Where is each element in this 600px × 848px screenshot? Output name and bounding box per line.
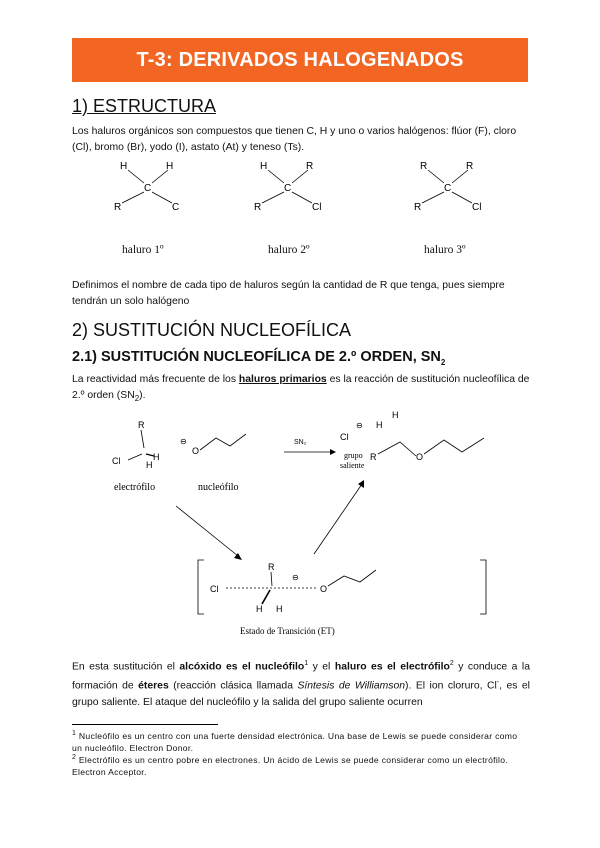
footnote-ref-1[interactable]: 1 <box>304 660 309 667</box>
footnote-2 <box>72 752 530 778</box>
ts-Cl: Cl <box>210 584 219 594</box>
ether-product <box>370 410 484 462</box>
product-H-2: H <box>392 410 399 420</box>
section-2-1-heading-text: 2.1) SUSTITUCIÓN NUCLEOFÍLICA DE 2.º ORDEN, SN <box>72 349 441 365</box>
footnote-separator <box>72 724 218 725</box>
section-1-heading: 1) ESTRUCTURA <box>72 96 217 116</box>
section-2-heading: 2) SUSTITUCIÓN NUCLEOFÍLICA <box>72 320 352 340</box>
atom-center: C <box>284 183 292 194</box>
para-text-4: (reacción clásica llamada <box>168 680 298 692</box>
reactivity-text-1: La reactividad más frecuente de los <box>72 374 239 385</box>
footnote-1-number: 1 <box>72 730 77 737</box>
product-O: O <box>416 452 424 462</box>
section-2-1-heading-sub: 2 <box>440 357 446 367</box>
reactivity-paragraph <box>72 372 530 407</box>
atom-top-right: R <box>306 161 314 172</box>
atom-H: H <box>153 452 160 462</box>
nucleophile-label: nucleófilo <box>198 482 239 493</box>
atom-bottom-left: R <box>254 202 262 213</box>
para-text-3: y conduce a la formación de <box>72 661 530 692</box>
molecule-primary <box>114 161 179 213</box>
para-italic-williamson: Síntesis de Williamson <box>297 680 406 692</box>
leaving-atom-Cl: Cl <box>340 432 349 442</box>
product-H: H <box>376 420 383 430</box>
ts-R: R <box>268 562 275 572</box>
caption-primary: haluro 1º <box>122 244 164 256</box>
caption-tertiary: haluro 3º <box>424 244 466 256</box>
atom-top-right: R <box>466 161 474 172</box>
sn2-reaction-scheme <box>100 410 520 640</box>
atom-Cl: Cl <box>112 456 121 466</box>
atom-top-left: H <box>260 161 268 172</box>
para-text-2: y el <box>308 661 335 673</box>
para-bold-nucleophile: alcóxido es el nucleófilo <box>179 661 305 673</box>
ts-H: H <box>256 604 263 614</box>
reactivity-text-3: ). <box>139 390 146 401</box>
atom-O: O <box>192 446 200 456</box>
section-1-definition: Definimos el nombre de cada tipo de haluros según la cantidad de R que tenga, pues siempre tendrán un solo halógeno <box>72 280 505 307</box>
footnote-1 <box>72 728 530 754</box>
mechanism-paragraph <box>72 656 530 711</box>
atom-bottom-left: R <box>114 202 122 213</box>
para-bold-electrophile: haluro es el electrófilo <box>334 661 450 673</box>
reactivity-sub: 2 <box>134 394 140 404</box>
product-R: R <box>370 452 377 462</box>
atom-bottom-right: Cl <box>312 202 322 213</box>
para-sup-minus: - <box>496 679 500 687</box>
reaction-arrow-label: SN₂ <box>294 439 307 446</box>
leaving-group-label-1: grupo <box>344 451 363 460</box>
nucleophile <box>180 434 246 456</box>
transition-state-label: Estado de Transición (ET) <box>240 626 335 636</box>
ts-O: O <box>320 584 328 594</box>
page-title-banner <box>72 38 528 82</box>
atom-top-right: H <box>166 161 174 172</box>
caption-secondary: haluro 2º <box>268 244 310 256</box>
atom-center: C <box>444 183 452 194</box>
atom-H-2: H <box>146 460 153 470</box>
electrophile-label: electrófilo <box>114 482 156 493</box>
leaving-minus: ⊖ <box>356 421 363 430</box>
atom-center: C <box>144 183 152 194</box>
molecule-secondary <box>254 161 321 213</box>
atom-bottom-right: C <box>172 202 180 213</box>
leaving-group-label-2: saliente <box>340 461 365 470</box>
footnote-2-text: Electrófilo es un centro pobre en electrones. Un ácido de Lewis se puede considerar como un electrófilo. Electron Acceptor. <box>72 754 509 777</box>
para-text-6: , es el grupo saliente. El ataque del nucleófilo y la salida del grupo saliente ocurren <box>72 680 530 708</box>
para-text-5: ). El ion cloruro, Cl <box>405 680 497 692</box>
para-bold-ethers: éteres <box>138 680 169 692</box>
transition-state <box>210 562 376 614</box>
molecule-tertiary <box>414 161 481 213</box>
section-1-intro: Los haluros orgánicos son compuestos que tienen C, H y uno o varios halógenos: flúor (F), cloro (Cl), bromo (Br), yodo (I), astato (At) y teneso (Ts). <box>72 126 517 153</box>
minus-charge: ⊖ <box>180 437 187 446</box>
ts-minus: ⊖ <box>292 573 299 582</box>
ts-H-2: H <box>276 604 283 614</box>
atom-bottom-left: R <box>414 202 422 213</box>
atom-top-left: R <box>420 161 428 172</box>
atom-R: R <box>138 420 145 430</box>
section-2-1-heading <box>72 349 445 367</box>
footnote-1-text: Nucleófilo es un centro con una fuerte densidad electrónica. Una base de Lewis se puede considerar como un nucleófilo. Electron Donor. <box>72 730 518 753</box>
footnote-2-number: 2 <box>72 754 77 761</box>
atom-bottom-right: Cl <box>472 202 482 213</box>
reactivity-text-2: es la reacción de sustitución nucleofílica de 2.º orden (SN <box>72 374 530 401</box>
footnote-ref-2[interactable]: 2 <box>449 660 454 667</box>
reactivity-bold: haluros primarios <box>238 374 327 385</box>
para-text-1: En esta sustitución el <box>72 661 180 673</box>
electrophile <box>112 420 160 470</box>
atom-top-left: H <box>120 161 128 172</box>
page-title: T-3: DERIVADOS HALOGENADOS <box>136 48 464 71</box>
